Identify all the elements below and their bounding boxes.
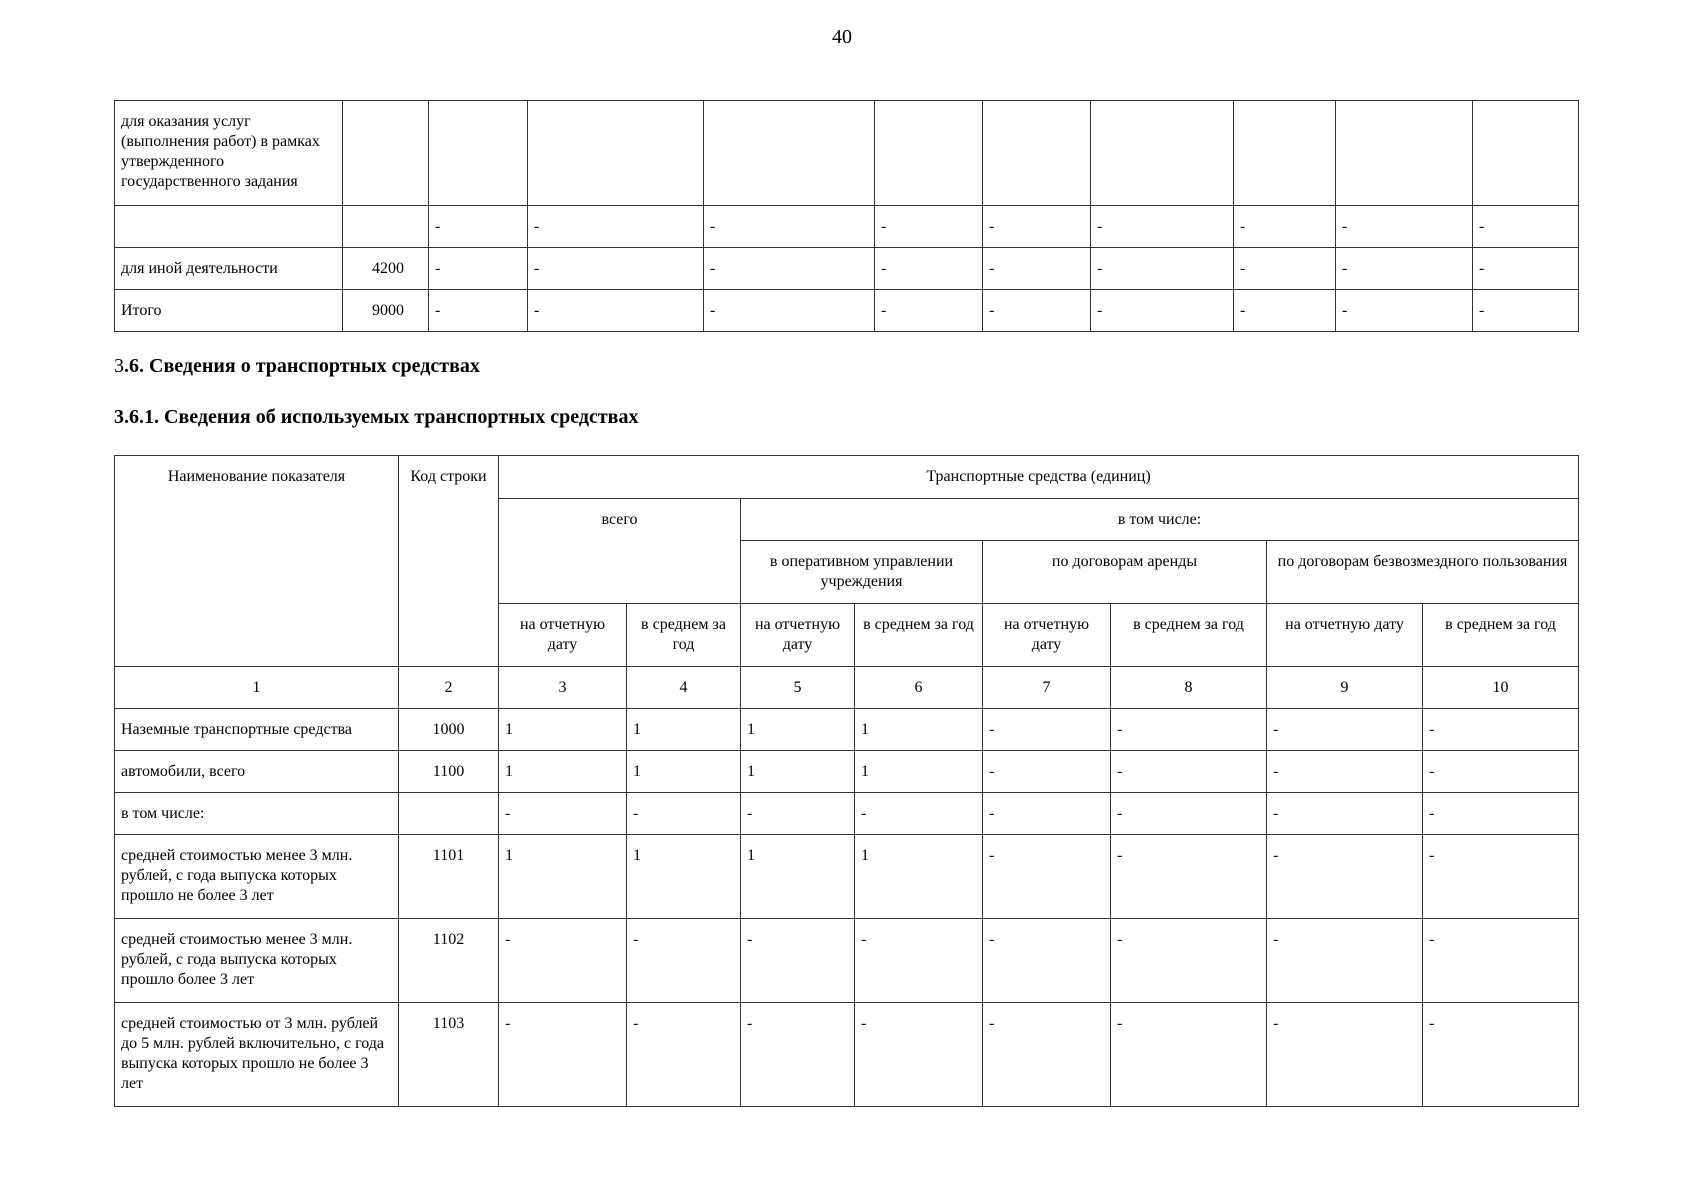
header-vehicles-units: Транспортные средства (единиц) [499,456,1579,499]
row-label: средней стоимостью от 3 млн. рублей до 5 млн. рублей включительно, с года выпуска которых прошло не более 3 лет [115,1003,399,1107]
table-cell: - [627,919,741,1003]
table-row [115,751,1579,793]
table-cell [429,101,528,206]
vehicles-table [114,455,1579,1107]
table-cell: - [875,206,983,248]
column-number: 1 [115,667,399,709]
table-cell: 1 [741,751,855,793]
column-numbers-row [115,667,1579,709]
table-row [115,1003,1579,1107]
table-cell: - [1234,290,1336,332]
table-cell: - [429,290,528,332]
header-line-code: Код строки [399,456,499,667]
table-row [115,835,1579,919]
table-cell: - [1423,709,1579,751]
table-cell: 1 [855,751,983,793]
table-cell: - [1423,1003,1579,1107]
table-cell [983,101,1091,206]
table-cell: - [983,835,1111,919]
table-cell: - [741,919,855,1003]
header-at-date-free-use: на отчетную дату [1267,604,1423,667]
table-cell: - [1267,709,1423,751]
table-cell: - [627,1003,741,1107]
table-row [115,919,1579,1003]
table-cell: - [983,248,1091,290]
row-label [115,206,343,248]
table-cell: - [1336,206,1473,248]
row-code [399,793,499,835]
table-cell: - [1111,1003,1267,1107]
table-cell: - [1267,835,1423,919]
table-cell: - [1091,206,1234,248]
row-label: для иной деятельности [115,248,343,290]
table-cell: - [1111,919,1267,1003]
table-cell: - [1267,919,1423,1003]
column-number: 3 [499,667,627,709]
table-cell: - [983,290,1091,332]
table-cell: - [1423,751,1579,793]
table-cell: - [1423,793,1579,835]
table-cell: - [1336,248,1473,290]
row-code: 1102 [399,919,499,1003]
table-cell: - [1111,835,1267,919]
table-cell [875,101,983,206]
table-cell: - [983,709,1111,751]
row-label: средней стоимостью менее 3 млн. рублей, с года выпуска которых прошло не более 3 лет [115,835,399,919]
table-cell: - [1336,290,1473,332]
table-row [115,290,1579,332]
table-row [115,709,1579,751]
table-row [115,206,1579,248]
row-label: средней стоимостью менее 3 млн. рублей, с года выпуска которых прошло более 3 лет [115,919,399,1003]
header-indicator: Наименование показателя [115,456,399,667]
column-number: 8 [1111,667,1267,709]
row-code [343,101,429,206]
table-cell [704,101,875,206]
table-cell: - [983,1003,1111,1107]
row-code: 1103 [399,1003,499,1107]
row-code: 9000 [343,290,429,332]
header-lease: по договорам аренды [983,541,1267,604]
column-number: 10 [1423,667,1579,709]
column-number: 5 [741,667,855,709]
table-cell: - [1091,248,1234,290]
header-total: всего [499,499,741,604]
table-cell: - [499,1003,627,1107]
table-cell: - [499,793,627,835]
table-cell: - [1267,1003,1423,1107]
top-table-body [115,101,1579,332]
table-cell: - [1111,709,1267,751]
row-label: Итого [115,290,343,332]
table-cell: - [429,248,528,290]
table-cell: - [1473,248,1579,290]
table-cell: 1 [741,835,855,919]
table-cell: - [1234,248,1336,290]
table-cell: 1 [499,751,627,793]
table-cell: 1 [499,709,627,751]
table-cell: - [983,751,1111,793]
column-number: 4 [627,667,741,709]
header-at-date-total: на отчетную дату [499,604,627,667]
row-code [343,206,429,248]
header-avg-year-free-use: в среднем за год [1423,604,1579,667]
header-at-date-operational: на отчетную дату [741,604,855,667]
table-cell [1234,101,1336,206]
table-cell: - [528,290,704,332]
row-label: для оказания услуг (выполнения работ) в рамках утвержденного государственного задания [115,101,343,206]
table-cell: - [855,1003,983,1107]
table-cell: - [875,248,983,290]
row-label: Наземные транспортные средства [115,709,399,751]
table-cell: - [1091,290,1234,332]
table-cell: - [875,290,983,332]
row-code: 4200 [343,248,429,290]
table-row [115,793,1579,835]
header-avg-year-total: в среднем за год [627,604,741,667]
header-free-use: по договорам безвозмездного пользования [1267,541,1579,604]
column-number: 2 [399,667,499,709]
table-cell: - [855,793,983,835]
table-cell: - [704,248,875,290]
table-cell: - [1234,206,1336,248]
table-cell [1091,101,1234,206]
section-heading: 3.6. Сведения о транспортных средствах [114,355,480,377]
table-cell: - [1423,835,1579,919]
table-cell: - [429,206,528,248]
table-cell: - [704,290,875,332]
vehicles-table-body [115,709,1579,1107]
header-avg-year-lease: в среднем за год [1111,604,1267,667]
table-cell: - [983,793,1111,835]
table-cell: - [1267,793,1423,835]
row-label: автомобили, всего [115,751,399,793]
header-avg-year-operational: в среднем за год [855,604,983,667]
table-row [115,248,1579,290]
table-cell: - [627,793,741,835]
table-cell: - [1111,751,1267,793]
column-number: 7 [983,667,1111,709]
header-operational: в оперативном управлении учреждения [741,541,983,604]
row-code: 1100 [399,751,499,793]
table-cell: - [1473,290,1579,332]
subsection-heading: 3.6.1. Сведения об используемых транспортных средствах [114,406,639,428]
table-cell: - [855,919,983,1003]
table-cell: 1 [741,709,855,751]
table-cell: - [499,919,627,1003]
table-cell: - [741,793,855,835]
table-cell: - [528,206,704,248]
table-cell: - [741,1003,855,1107]
table-cell: - [1423,919,1579,1003]
table-cell: - [983,206,1091,248]
top-table [114,100,1579,332]
table-cell: - [704,206,875,248]
header-at-date-lease: на отчетную дату [983,604,1111,667]
table-cell [528,101,704,206]
row-code: 1101 [399,835,499,919]
table-cell: 1 [499,835,627,919]
table-cell: 1 [855,835,983,919]
table-cell: - [1473,206,1579,248]
table-row [115,101,1579,206]
table-cell [1336,101,1473,206]
table-cell: 1 [627,751,741,793]
page-number: 40 [832,26,852,48]
header-including: в том числе: [741,499,1579,541]
table-cell: - [983,919,1111,1003]
table-cell: - [1111,793,1267,835]
table-cell: - [1267,751,1423,793]
column-number: 6 [855,667,983,709]
row-code: 1000 [399,709,499,751]
table-cell: - [528,248,704,290]
table-cell [1473,101,1579,206]
table-cell: 1 [855,709,983,751]
table-cell: 1 [627,835,741,919]
table-cell: 1 [627,709,741,751]
row-label: в том числе: [115,793,399,835]
column-number: 9 [1267,667,1423,709]
